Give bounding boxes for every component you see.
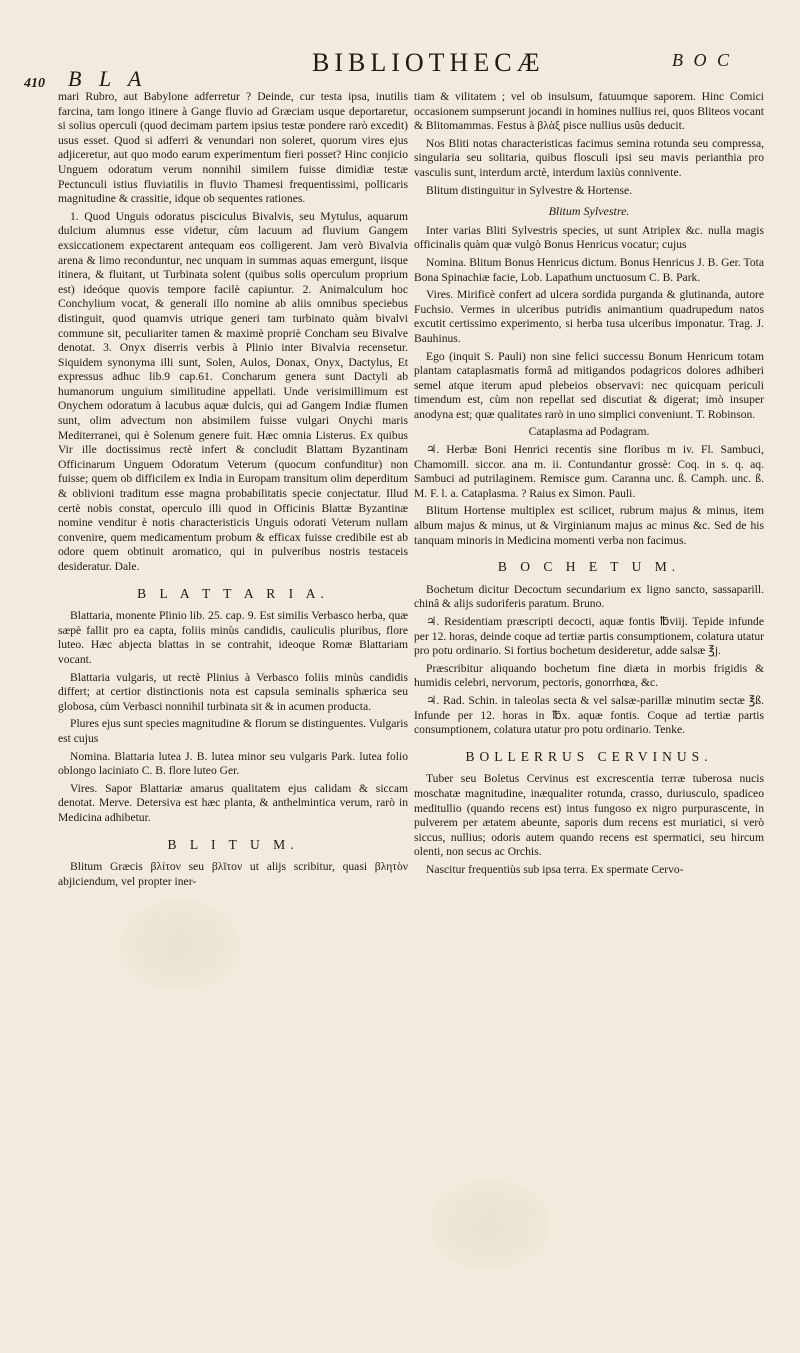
- paragraph: Vires. Mirificè confert ad ulcera sordida purganda & glutinanda, autore Fuchsio. Vermes in ulceribus putridis animantium quadrupedum natos excutit certissimo experimento, si herba tusa ulceribus imponatur. Trag. J. Bauhinus.: [414, 288, 764, 345]
- paragraph: Blitum Græcis βλίτον seu βλῖτον ut alijs scribitur, quasi βλητὸν abjiciendum, vel propter iner-: [58, 860, 408, 888]
- running-head-left: B L A: [68, 66, 148, 91]
- book-page: [22, 36, 790, 1336]
- section-heading-bollerrus-cervinus: BOLLERRUS CERVINUS.: [465, 748, 713, 764]
- right-column: [414, 90, 764, 881]
- subheading-blitum-sylvestre: Blitum Sylvestre.: [548, 204, 630, 219]
- running-head-title: BIBLIOTHECÆ: [312, 48, 545, 77]
- paragraph: Nomina. Blattaria lutea J. B. lutea minor seu vulgaris Park. lutea folio oblongo laciniato C. B. flore luteo Ger.: [58, 749, 408, 778]
- paragraph: Nomina. Blitum Bonus Henricus dictum. Bonus Henricus J. B. Ger. Tota Bona Spinachiæ facie, Lob. Lapathum unctuosum C. B. Park.: [414, 255, 764, 284]
- paragraph: Nascitur frequentiùs sub ipsa terra. Ex spermate Cervo-: [426, 862, 684, 876]
- paragraph: ♃. Herbæ Boni Henrici recentis sine floribus m iv. Fl. Sambuci, Chamomill. siccor. ana m. ii. Contundantur grossè: Coq. in s. q. aq. Sambuci ad putrilaginem. Remisce gum. Caranna unc. ß. Camph. unc. ß. M. F. l. a. Cataplasma. ? Raius ex Simon. Pauli.: [414, 443, 764, 500]
- section-heading-blitum: B L I T U M.: [167, 836, 299, 852]
- paragraph: tiam & vilitatem ; vel ob insulsum, fatuumque saporem. Hinc Comici occasionem sumpserunt jocandi in homines nullius rei, quos Bliteos vocant & Blitomammas. Festus à βλὰξ pisce nullius usûs deducit.: [414, 90, 764, 133]
- paragraph: Blattaria vulgaris, ut rectè Plinius à Verbasco foliis minùs candidis differt; at certior distinctionis nota est capsula seminalis sphærica seu globosa, cùm Verbasci nonnihil turbinata sit & in acumen producta.: [58, 670, 408, 713]
- paragraph: Cataplasma ad Podagram.: [528, 425, 650, 439]
- paragraph: Nos Bliti notas characteristicas facimus semina rotunda seu compressa, singularia seu solitaria, quibus flosculi ipsi seu mavis perianthia pro vasculis sunt, interdum arctè, interdum laxiùs connivente.: [414, 136, 764, 179]
- running-head-right: B O C: [672, 50, 732, 70]
- page-number: 410: [24, 76, 45, 91]
- paragraph: Blitum Hortense multiplex est scilicet, rubrum majus & minus, item album majus & minus, ut & Virginianum majus ac minus &c. Sed de his tanquam minoris in Medicina momenti verba non facimus.: [414, 504, 764, 547]
- running-head: [22, 36, 790, 91]
- left-column: [58, 90, 408, 892]
- paragraph: Bochetum dicitur Decoctum secundarium ex ligno sancto, sassaparill. chinâ & alijs sudoriferis paratum. Bruno.: [414, 582, 764, 611]
- paragraph: ♃. Residentiam præscripti decocti, aquæ fontis ℔viij. Tepide infunde per 12. horas, deinde coque ad tertiæ partis consumptionem, colatura utatur pro potu ordinario. Si fortius bochetum desideretur, adde salsæ ℥j.: [414, 615, 764, 658]
- paragraph: Præscribitur aliquando bochetum fine diæta in morbis frigidis & humidis celebri, nervorum, pectoris, gonorrhœa, &c.: [414, 661, 764, 690]
- paragraph: 1. Quod Unguis odoratus pisciculus Bivalvis, seu Mytulus, aquarum dulcium alumnus esse videtur, cùm lacuum ad fluvium Gangem exsiccationem expectarent antequam eos colligerent. Jam verò Bivalvia arena & limo reconduntur, nec unquam in summas aquas emergunt, iisque itinera, & fluitant, ut Turbinata solent (quibus solis operculum proprium est) ideóque quovis tempore facilè capiuntur. 2. Animalculum hoc Conchylium vocat, & generali illo nomine ab aliis omnibus speciebus distinguit, quod quamvis utrique generi tam turbinato quàm bivalvi commune sit, peculiariter tamen & maximè propriè Concham seu Bivalve denotat. 3. Onyx diserris verbis à Plinio inter Bivalvia recensetur. Siquidem synonyma illi sunt, Solen, Aulos, Donax, Onyx, Dactylus, Et expressus adhuc lib.9 cap.61. Concharum genera sunt Dactyli ab humanorum unguium similitudine appellati. Unde verisimillimum est Onychem odoratum à lacubus aquæ dulcis, qui ad Gangem Indiæ flumen sunt, olim advectum non absimilem fuisse vulgari Onychi maris Mediterranei, qui è Solenum genere fuit. Hæc omnia Listerus. Ex quibus Vir ille doctissimus rectè infert & concludit Blattam Byzantinam Officinarum Unguem Odoratum Veterum (quocum confunditur) non fuisse; quem ob difficilem ex India in Europam transitum olim deperditum & oblivioni traditum esse magna probabilitatis specie conjectatur. Illud certè nobis constat, operculo illi quod in Officinis Blattæ Byzantinæ nomine venditur è notis characteristicis Unguis odorati Veterum nullam convenire, quem medicamentum probum & efficax fuisse credibile est ab odore quem obtinuit aromatico, qui in pulveribus nostris testaceis desideratur. Dale.: [58, 209, 408, 573]
- paragraph: mari Rubro, aut Babylone adferretur ? Deinde, cur testa ipsa, inutilis farcina, tam longo itinere à Gange fluvio ad Græciam usque deportaretur, si solius operculi (quod decimam partem ipsius testæ pondere rarò excedit) usus esset. Quod si adferri & venundari non soleret, quorum vires ejus adjiceretur, aut quo modo earum experimentum fieri posset? Hinc conjicio Unguem odoratum verum nonnihil similem fuisse dimidiæ testæ Pectunculi istius fluviatilis in fluvio Thamesi frequentissimi, pollicaris magnitudine & crassitie, idque ob sequentes rationes.: [58, 90, 408, 206]
- paragraph: Ego (inquit S. Pauli) non sine felici successu Bonum Henricum totam plantam cataplasmatis formâ ad mitigandos podagricos dolores adhiberi semel atque iterum apud plebeios observavi: nec quicquam periculi timendum est, cùm non repellat sed discutiat & digerat; imò insuper anodyna est; quæ qualitates rarò in uno simplici conveniunt. T. Robinson.: [414, 349, 764, 421]
- paragraph: Blattaria, monente Plinio lib. 25. cap. 9. Est similis Verbasco herba, quæ sæpè fallit pro ea capta, foliis minùs candidis, cauliculis pluribus, flore luteo. Hæc abjecta blattas in se contrahit, ideoque Romæ Blattariam vocant.: [58, 609, 408, 666]
- section-heading-blattaria: B L A T T A R I A.: [137, 585, 329, 601]
- paragraph: Inter varias Bliti Sylvestris species, ut sunt Atriplex &c. nulla magis officinalis quàm quæ vulgò Bonus Henricus vocatur; cujus: [414, 223, 764, 252]
- paragraph: ♃. Rad. Schin. in taleolas secta & vel salsæ-parillæ minutim sectæ ℥ß. Infunde per 12. horas in ℔x. aquæ fontis. Coque ad tertiæ partis consumptionem, colatura utatur pro potu ordinario. Tenke.: [414, 693, 764, 737]
- paragraph: Plures ejus sunt species magnitudine & florum se distinguentes. Vulgaris est cujus: [58, 717, 408, 745]
- paragraph: Vires. Sapor Blattariæ amarus qualitatem ejus calidam & siccam denotat. Merve. Detersiva est hæc planta, & anthelmintica verum, rarò in Medicina adhibetur.: [58, 781, 408, 824]
- paragraph: Blitum distinguitur in Sylvestre & Hortense.: [426, 183, 633, 197]
- paragraph: Tuber seu Boletus Cervinus est excrescentia terræ tuberosa nucis moschatæ magnitudine, inæqualiter rotunda, crasso, duriusculo, spadiceo meditullio (quando recens est) intus fungoso ex nigro purpurascente, in pulverem per ætatem abeunte, saporis dum recens est muriatici, si verò siccus, nullius; odoris autem quando recens est spermatici, seu hircum olenti, non secus ac Orchis.: [414, 772, 764, 859]
- section-heading-bochetum: B O C H E T U M.: [497, 559, 681, 575]
